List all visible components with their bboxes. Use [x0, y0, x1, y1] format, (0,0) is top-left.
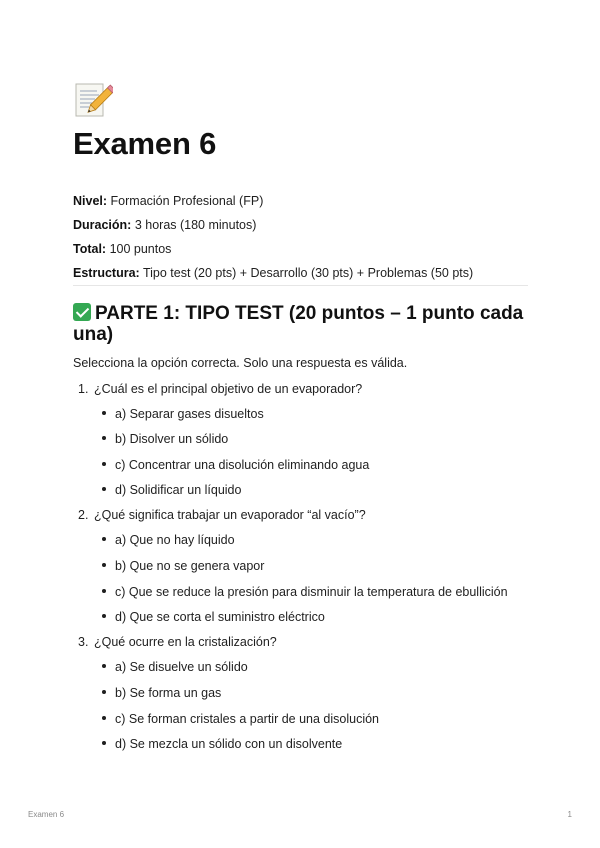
option-text: b) Se forma un gas — [115, 686, 222, 700]
meta-duration-value: 3 horas (180 minutos) — [134, 218, 257, 232]
option-text: b) Que no se genera vapor — [115, 559, 265, 573]
option-1d — [102, 482, 241, 498]
bullet-icon — [102, 411, 106, 415]
bullet-icon — [102, 487, 106, 491]
option-2d — [102, 609, 325, 625]
option-3c — [102, 711, 379, 727]
option-3b — [102, 685, 221, 701]
exam-metadata — [73, 189, 473, 285]
option-text: c) Se forman cristales a partir de una disolución — [115, 712, 380, 726]
footer-document-title: Examen 6 — [28, 810, 65, 819]
option-2c — [102, 584, 508, 600]
bullet-icon — [102, 563, 106, 567]
meta-duration — [73, 213, 473, 237]
option-text: b) Disolver un sólido — [115, 432, 229, 446]
meta-structure — [73, 261, 473, 285]
page-title: Examen 6 — [73, 126, 217, 161]
question-text: ¿Cuál es el principal objetivo de un evaporador? — [94, 382, 363, 396]
bullet-icon — [102, 462, 106, 466]
option-text: a) Separar gases disueltos — [115, 407, 264, 421]
option-2b — [102, 558, 264, 574]
bullet-icon — [102, 537, 106, 541]
option-3a — [102, 659, 248, 675]
bullet-icon — [102, 614, 106, 618]
question-text: ¿Qué significa trabajar un evaporador “al vacío”? — [94, 508, 366, 522]
question-3 — [78, 634, 277, 650]
meta-level-value: Formación Profesional (FP) — [110, 194, 264, 208]
meta-level — [73, 189, 473, 213]
question-text: ¿Qué ocurre en la cristalización? — [94, 635, 277, 649]
meta-level-label: Nivel: — [73, 194, 108, 208]
option-1b — [102, 431, 228, 447]
meta-structure-label: Estructura: — [73, 266, 140, 280]
bullet-icon — [102, 436, 106, 440]
check-mark-icon — [73, 303, 91, 321]
section-intro: Selecciona la opción correcta. Solo una respuesta es válida. — [73, 356, 408, 370]
option-2a — [102, 532, 235, 548]
option-text: d) Que se corta el suministro eléctrico — [115, 610, 325, 624]
question-number: 3. — [78, 635, 89, 649]
bullet-icon — [102, 741, 106, 745]
bullet-icon — [102, 716, 106, 720]
meta-structure-value: Tipo test (20 pts) + Desarrollo (30 pts) + Problemas (50 pts) — [142, 266, 474, 280]
memo-pencil-icon — [73, 80, 113, 120]
question-1 — [78, 381, 362, 397]
option-text: a) Que no hay líquido — [115, 533, 235, 547]
meta-total-value: 100 puntos — [109, 242, 172, 256]
section-heading — [73, 303, 528, 345]
option-text: d) Solidificar un líquido — [115, 483, 242, 497]
option-1c — [102, 457, 369, 473]
bullet-icon — [102, 664, 106, 668]
footer-page-number: 1 — [567, 810, 572, 819]
section-divider — [73, 285, 528, 286]
option-text: c) Que se reduce la presión para disminuir la temperatura de ebullición — [115, 585, 508, 599]
question-number: 1. — [78, 382, 89, 396]
bullet-icon — [102, 690, 106, 694]
question-2 — [78, 507, 366, 523]
section-heading-text: PARTE 1: TIPO TEST (20 puntos – 1 punto cada una) — [73, 303, 524, 345]
bullet-icon — [102, 589, 106, 593]
option-text: d) Se mezcla un sólido con un disolvente — [115, 737, 343, 751]
option-text: c) Concentrar una disolución eliminando agua — [115, 458, 370, 472]
option-text: a) Se disuelve un sólido — [115, 660, 248, 674]
meta-duration-label: Duración: — [73, 218, 132, 232]
meta-total — [73, 237, 473, 261]
meta-total-label: Total: — [73, 242, 107, 256]
option-1a — [102, 406, 264, 422]
question-number: 2. — [78, 508, 89, 522]
option-3d — [102, 736, 342, 752]
